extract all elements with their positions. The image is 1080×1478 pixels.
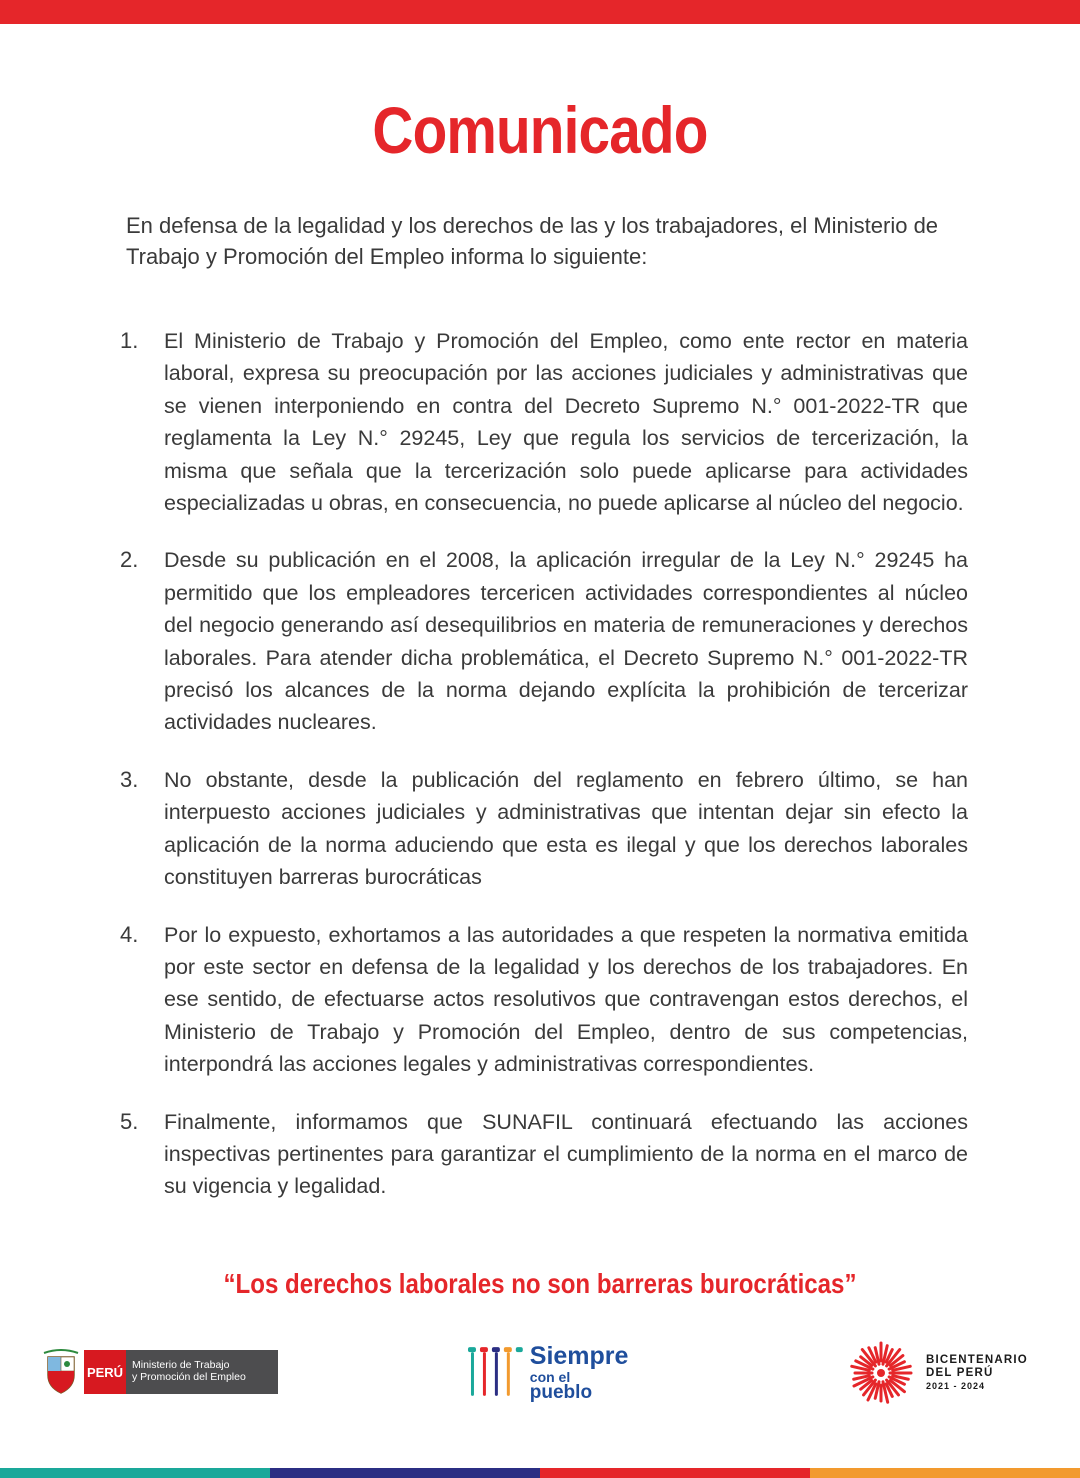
list-item-text: Desde su publicación en el 2008, la aplicación irregular de la Ley N.° 29245 ha permitido que los empleadores tercericen actividades correspondientes al núcleo del negocio generando así desequilibrios en materia de remuneraciones y derechos laborales. Para atender dicha problemática, el Decreto Supremo N.° 001-2022-TR precisó los alcances de la norma dejando explícita la prohibición de tercerizar actividades nucleares. xyxy=(164,548,968,735)
bicentenario-text xyxy=(926,1354,1028,1392)
bicentenario-years: 2021 - 2024 xyxy=(926,1381,986,1391)
bicentenario-line2: DEL PERÚ xyxy=(926,1367,994,1379)
list-item xyxy=(120,544,968,738)
list-item-number: 4. xyxy=(120,921,139,947)
top-red-bar xyxy=(0,0,1080,24)
peru-label: PERÚ xyxy=(84,1350,126,1394)
pueblo-word: pueblo xyxy=(529,1382,593,1403)
bottom-color-bar xyxy=(0,1468,1080,1478)
slogan: “Los derechos laborales no son barreras burocráticas” xyxy=(223,1268,857,1299)
intro-paragraph: En defensa de la legalidad y los derechos de las y los trabajadores, el Ministerio de Trabajo y Promoción del Empleo informa lo siguiente: xyxy=(126,213,939,269)
list-item-text: El Ministerio de Trabajo y Promoción del Empleo, como ente rector en materia laboral, expresa su preocupación por las acciones judiciales y administrativas que se vienen interponiendo en contra del Decreto Supremo N.° 001-2022-TR que reglamenta la Ley N.° 29245, Ley que regula los servicios de tercerización, la misma que señala que la tercerización solo puede aplicarse para actividades especializadas u obras, en consecuencia, no puede aplicarse al núcleo del negocio. xyxy=(164,329,968,516)
people-figures-icon xyxy=(466,1343,524,1401)
bicentenario-emblem-icon xyxy=(848,1340,914,1406)
list-item xyxy=(120,325,968,519)
list-item xyxy=(120,764,968,894)
bottom-bar-orange xyxy=(810,1468,1080,1478)
bicentenario-logo xyxy=(848,1338,1048,1408)
siempre-con-el-pueblo-logo xyxy=(466,1342,636,1402)
ministry-name xyxy=(126,1350,278,1394)
bottom-bar-red xyxy=(540,1468,810,1478)
page-title: Comunicado xyxy=(372,93,708,167)
numbered-list xyxy=(120,325,968,1228)
list-item-number: 5. xyxy=(120,1108,139,1134)
list-item-text: Finalmente, informamos que SUNAFIL continuará efectuando las acciones inspectivas pertinentes para garantizar el cumplimiento de la norma en el marco de su vigencia y legalidad. xyxy=(164,1109,968,1199)
list-item-number: 3. xyxy=(120,766,139,792)
list-item-text: No obstante, desde la publicación del reglamento en febrero último, se han interpuesto acciones judiciales y administrativas que intentan dejar sin efecto la aplicación de la norma aduciendo que esta es ilegal y que los derechos laborales constituyen barreras burocráticas xyxy=(164,767,968,890)
list-item xyxy=(120,919,968,1081)
bottom-bar-teal xyxy=(0,1468,270,1478)
con-el-pueblo xyxy=(530,1369,636,1401)
bottom-bar-navy xyxy=(270,1468,540,1478)
bicentenario-line1: BICENTENARIO xyxy=(926,1354,1028,1366)
ministry-logo xyxy=(42,1348,278,1396)
list-item xyxy=(120,1106,968,1203)
list-item-number: 2. xyxy=(120,547,139,573)
siempre-text xyxy=(530,1343,636,1401)
list-item-text: Por lo expuesto, exhortamos a las autoridades a que respeten la normativa emitida por este sector en defensa de la legalidad y los derechos de los trabajadores. En ese sentido, de efectuarse actos resolutivos que contravengan estos derechos, el Ministerio de Trabajo y Promoción del Empleo, dentro de sus competencias, interpondrá las acciones legales y administrativas correspondientes. xyxy=(164,922,968,1077)
list-item-number: 1. xyxy=(120,328,139,353)
siempre-word: Siempre xyxy=(529,1342,629,1370)
ministry-name-line2: y Promoción del Empleo xyxy=(132,1371,246,1383)
coat-of-arms-icon xyxy=(42,1349,80,1395)
con-el-word: con el xyxy=(529,1369,571,1385)
ministry-name-line1: Ministerio de Trabajo xyxy=(132,1359,230,1371)
